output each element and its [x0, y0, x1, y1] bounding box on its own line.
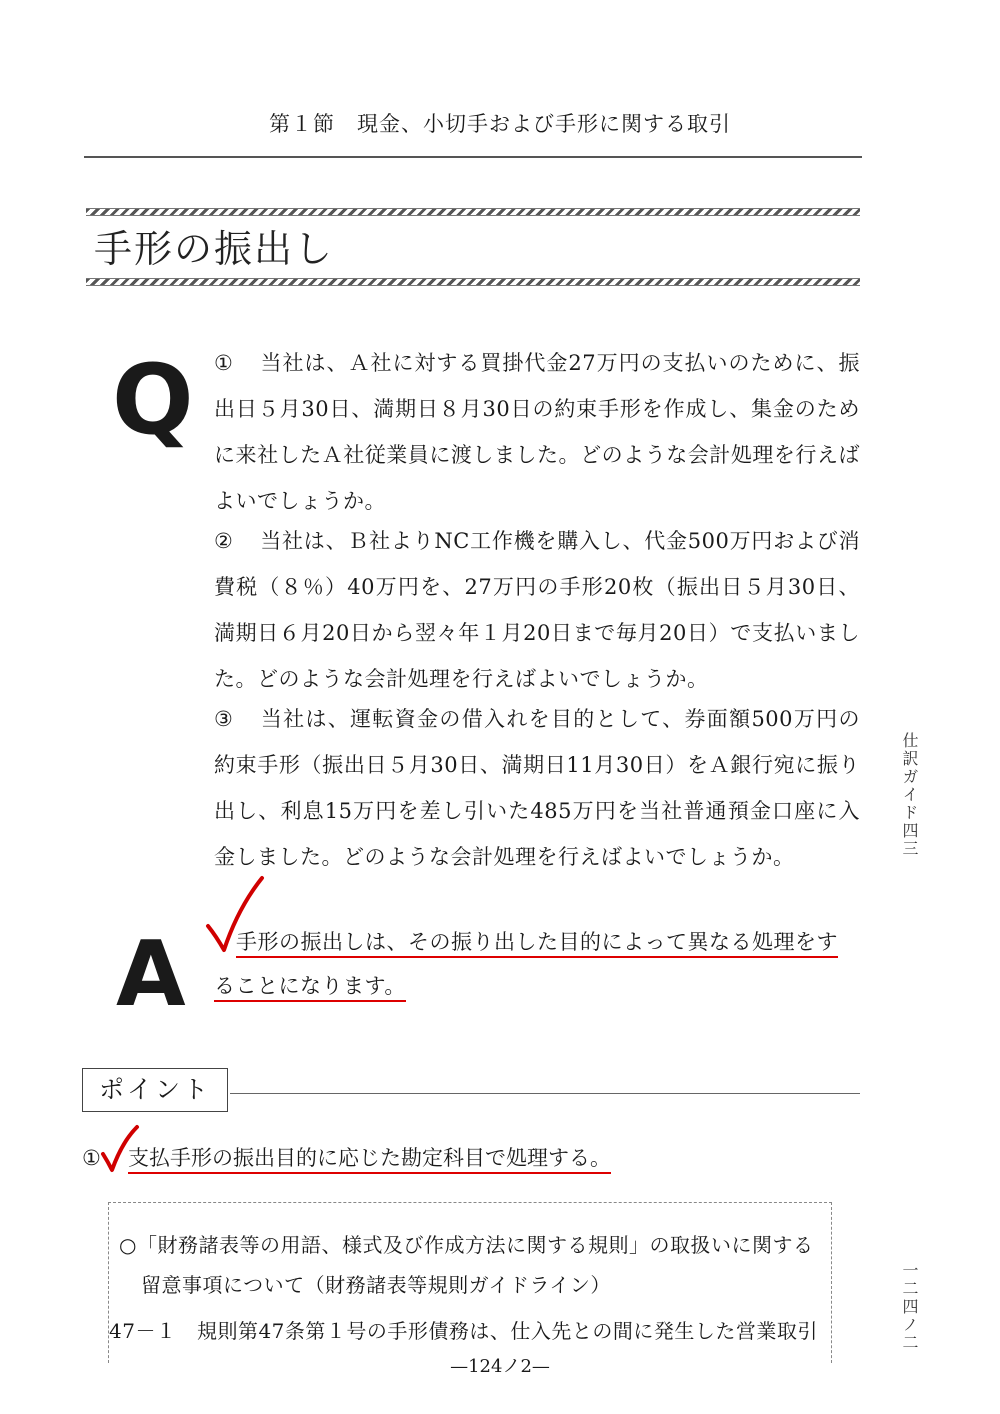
title-top-border: [86, 208, 860, 216]
question-item-1: [214, 340, 860, 524]
question-item-number: ②: [214, 529, 234, 553]
side-label-bottom: 一二四ノ二: [900, 1262, 919, 1352]
answer-line-2: ることになります。: [214, 974, 406, 1002]
point-item-text: 支払手形の振出目的に応じた勘定科目で処理する。: [128, 1146, 611, 1174]
point-rule: [230, 1093, 860, 1094]
question-item-number: ①: [214, 351, 234, 375]
reference-line-3: 47－１ 規則第47条第１号の手形債務は、仕入先との間に発生した営業取引: [109, 1319, 818, 1343]
header-rule: [84, 156, 862, 158]
title-bottom-border: [86, 278, 860, 286]
section-header: 第１節 現金、小切手および手形に関する取引: [269, 112, 731, 136]
question-item-2: [214, 518, 860, 702]
question-label: Q: [112, 344, 194, 456]
point-item: [82, 1140, 611, 1176]
answer-text: [214, 920, 860, 1008]
page-number: —124ノ2—: [450, 1356, 550, 1377]
question-item-3: [214, 696, 860, 880]
page-title: 手形の振出し: [94, 227, 335, 271]
answer-label: A: [116, 922, 186, 1027]
answer-line-1: 手形の振出しは、その振り出した目的によって異なる処理をす: [236, 930, 838, 958]
point-item-number: ①: [82, 1146, 101, 1170]
question-item-text: 当社は、運転資金の借入れを目的として、券面額500万円の約束手形（振出日５月30日、満期日11月30日）をＡ銀行宛に振り出し、利息15万円を差し引いた485万円を当社普通預金口座に入金しました。どのような会計処理を行えばよいでしょうか。: [214, 707, 860, 869]
side-label-top: 仕訳ガイド四三: [900, 732, 919, 858]
reference-line-2: 留意事項について（財務諸表等規則ガイドライン）: [141, 1273, 611, 1297]
point-label: ポイント: [82, 1068, 228, 1112]
reference-box: [108, 1202, 832, 1363]
question-item-text: 当社は、Ｂ社よりNC工作機を購入し、代金500万円および消費税（８％）40万円を、27万円の手形20枚（振出日５月30日、満期日６月20日から翌々年１月20日まで毎月20日）で支払いました。どのような会計処理を行えばよいでしょうか。: [214, 529, 860, 691]
reference-line-1: ○「財務諸表等の用語、様式及び作成方法に関する規則」の取扱いに関する: [119, 1233, 814, 1257]
question-item-text: 当社は、Ａ社に対する買掛代金27万円の支払いのために、振出日５月30日、満期日８月30日の約束手形を作成し、集金のために来社したＡ社従業員に渡しました。どのような会計処理を行えばよいでしょうか。: [214, 351, 860, 513]
question-item-number: ③: [214, 707, 234, 731]
